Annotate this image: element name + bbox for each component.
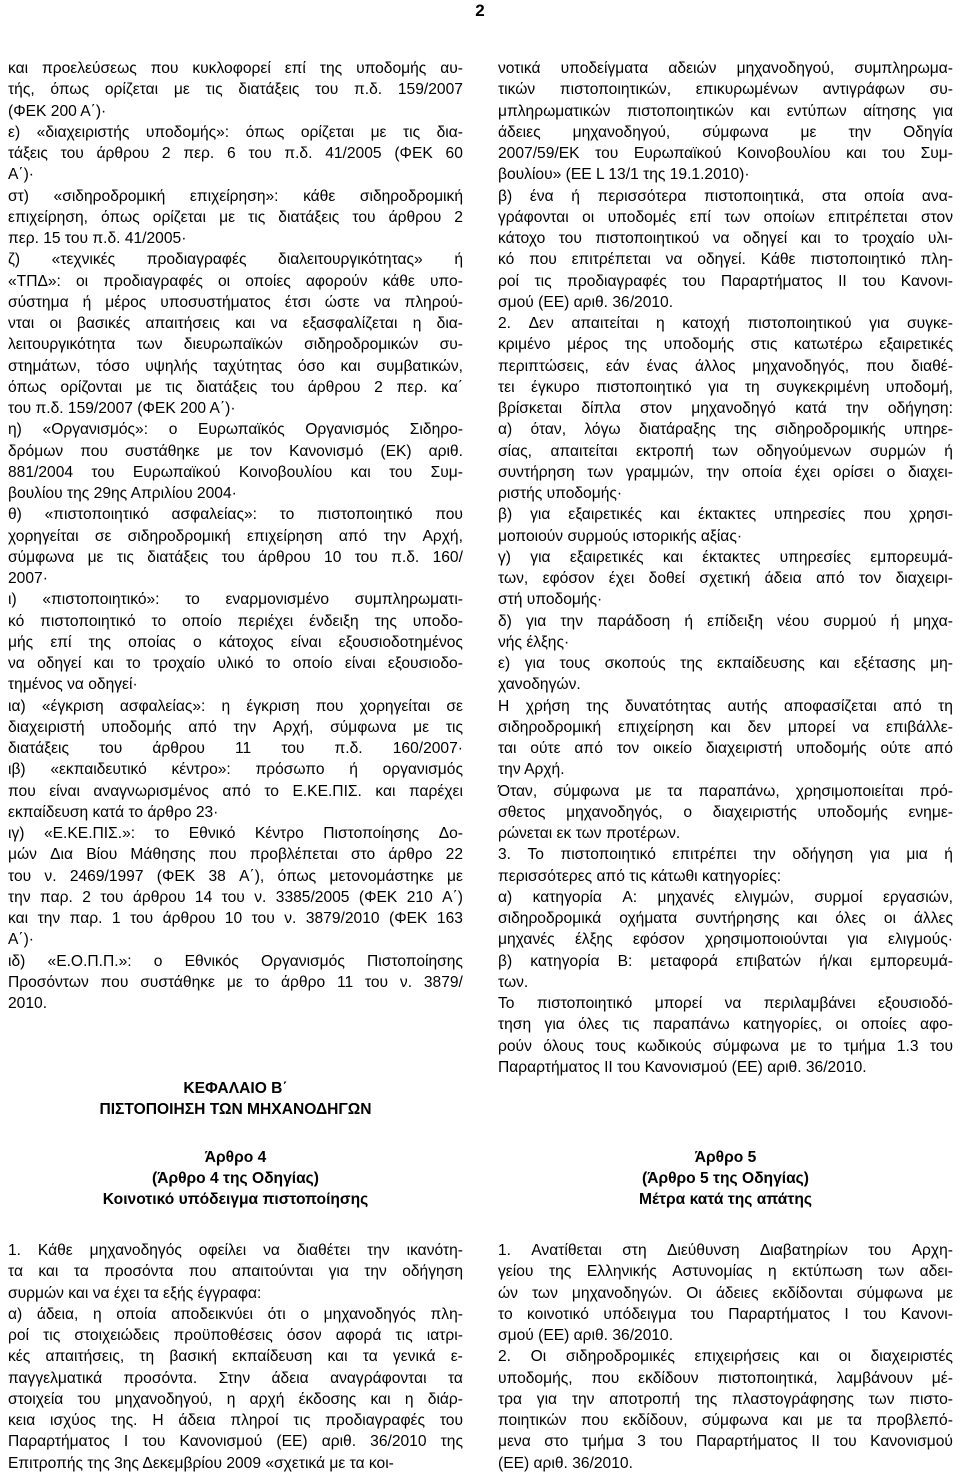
text-line: και προελεύσεως που κυκλοφορεί επί της υποδομής αυ- (8, 60, 463, 77)
text-line: εκπαίδευση κατά το άρθρο 23· (8, 803, 219, 821)
text-line: 2. Δεν απαιτείται η κατοχή πιστοποιητικού για συγκε- (498, 315, 953, 332)
text-line: κριμένο μέρος της υποδομής στις κατωτέρω εξαιρετικές (498, 336, 953, 354)
text-line: 3. Το πιστοποιητικό επιτρέπει την οδήγηση για μια ή (498, 846, 953, 864)
text-line: κεια ισχύος της. Η άδεια πληροί τις προδιαγραφές του (8, 1412, 463, 1429)
text-line: σιδηροδρομικά οχήματα συντήρησης και όλες οι άλλες (498, 910, 953, 927)
text-line: των, εφόσον έχει δοθεί σχετική άδεια από τον διαχειρι- (498, 570, 953, 587)
article-5-number: Άρθρο 5 (694, 1149, 757, 1166)
text-line: Προσόντων που συστάθηκε με το άρθρο 11 του ν. 3879/ (8, 973, 463, 991)
text-line: σμού (ΕΕ) αριθ. 36/2010. (498, 293, 674, 311)
text-line: 881/2004 του Ευρωπαϊκού Κοινοβουλίου και του Συμ- (8, 463, 463, 481)
text-line: συρμών και να έχει τα εξής έγγραφα: (8, 1284, 262, 1302)
text-line: συντήρηση των γραμμών, την οποία έχει ορίσει ο διαχει- (498, 463, 953, 481)
text-line: στ) «σιδηροδρομική επιχείρηση»: κάθε σιδηροδρομική (8, 187, 463, 205)
text-line: «ΤΠΔ»: οι προδιαγραφές οι οποίες αφορούν κάθε υπο- (8, 272, 463, 290)
text-line: Επιτροπής της 3ης Δεκεμβρίου 2009 «σχετικά με τα κοι- (8, 1454, 394, 1472)
text-line: α) κατηγορία Α: μηχανές ελιγμών, συρμοί εργασιών, (498, 888, 953, 906)
text-line: α) όταν, λόγω διατάραξης της σιδηροδρομικής υπηρε- (498, 421, 953, 439)
text-line: τα και τα προσόντα που απαιτούνται για την οδήγηση (8, 1263, 463, 1281)
text-line: ια) «έγκριση ασφαλείας»: η έγκριση που χορηγείται σε (8, 697, 463, 715)
text-line: χανοδηγών. (498, 676, 581, 694)
text-line: ι) «πιστοποιητικό»: το εναρμονισμένο συμπληρωματι- (8, 591, 463, 609)
text-line: 1. Κάθε μηχανοδηγός οφείλει να διαθέτει την ικανότη- (8, 1242, 463, 1259)
chapter-heading (8, 1078, 463, 1120)
article-4-title: Κοινοτικό υπόδειγμα πιστοποίησης (102, 1191, 369, 1208)
text-line: το κοινοτικό υπόδειγμα του Παραρτήματος Ι του Κανονι- (498, 1305, 953, 1323)
text-line: μών Δια Βίου Μάθησης που προβλέπεται στο άρθρο 22 (8, 846, 463, 864)
text-line: μπληρωματικών πιστοποιητικών και εντύπων αίτησης για (498, 102, 953, 120)
text-line: των. (498, 973, 529, 991)
text-line: κό πιστοποιητικό το οποίο περιέχει ένδειξη της υποδο- (8, 612, 463, 630)
text-line: κές απαιτήσεις, τη βασική εκπαίδευση και τα γενικά ε- (8, 1348, 463, 1366)
text-line: 2007· (8, 570, 48, 587)
right-column-bottom (498, 1240, 953, 1474)
text-line: μηχανές έλξης εφόσον χρησιμοποιούνται για ελιγμούς· (498, 931, 953, 949)
text-line: ροί τις προδιαγραφές του Παραρτήματος ΙΙ του Κανονι- (498, 272, 953, 290)
text-line: κάτοχο του πιστοποιητικού να οδηγεί και το τροχαίο υλι- (498, 230, 953, 247)
text-line: Το πιστοποιητικό μπορεί να περιλαμβάνει εξουσιοδό- (498, 995, 953, 1012)
text-line: του π.δ. 159/2007 (ΦΕΚ 200 Α΄)· (8, 400, 236, 417)
text-line: μοποιούν συρμούς ιστορικής αξίας· (498, 527, 743, 545)
text-line: μενα στο τμήμα 3 του Παραρτήματος ΙΙ του Κανονισμού (498, 1433, 953, 1451)
text-line: όπως ορίζονται με τις διατάξεις του άρθρου 2 περ. κα΄ (8, 378, 463, 396)
text-line: επιχείρηση, όπως ορίζεται με τις διατάξεις του άρθρου 2 (8, 208, 463, 226)
text-line: ε) «διαχειριστής υποδομής»: όπως ορίζεται με τις δια- (8, 123, 463, 141)
text-line: ποιητικών που εκδίδουν, σύμφωνα και με τα προβλεπό- (498, 1412, 953, 1429)
text-line: σμού (ΕΕ) αριθ. 36/2010. (498, 1327, 674, 1344)
page-number: 2 (475, 1, 485, 20)
text-line: βουλίου» (ΕΕ L 13/1 της 19.1.2010)· (498, 166, 750, 184)
text-line: ιγ) «Ε.ΚΕ.ΠΙΣ.»: το Εθνικό Κέντρο Πιστοποίησης Δο- (8, 825, 463, 842)
text-line: Παραρτήματος Ι του Κανονισμού (ΕΕ) αριθ. 36/2010 της (8, 1433, 463, 1451)
text-line: χορηγείται σε σιδηροδρομική επιχείρηση από την Αρχή, (8, 527, 463, 545)
text-line: Α΄)· (8, 931, 34, 949)
text-line: τημένος να οδηγεί· (8, 676, 138, 694)
text-line: γείου της Ελληνικής Αστυνομίας η εκτύπωση των αδει- (498, 1263, 953, 1281)
text-line: να οδηγεί και το τροχαίο υλικό το οποίο είναι εξουσιοδο- (8, 655, 463, 672)
text-line: θ) «πιστοποιητικό ασφαλείας»: το πιστοποιητικό που (8, 506, 463, 524)
text-line: τικών πιστοποιητικών, επικυρωμένων αντιγράφων συ- (498, 81, 953, 99)
text-line: τει έγκυρο πιστοποιητικό για τη συγκεκριμένη υποδομή, (498, 378, 953, 396)
text-line: σύμφωνα με τις διατάξεις του άρθρου 10 του π.δ. 160/ (8, 548, 463, 566)
text-line: (ΕΕ) αριθ. 36/2010. (498, 1454, 633, 1472)
text-line: 2010. (8, 995, 48, 1012)
text-line: την Αρχή. (498, 761, 565, 779)
text-line: στή υποδομής· (498, 591, 603, 609)
article-4-directive-ref: (Άρθρο 4 της Οδηγίας) (152, 1170, 319, 1187)
text-line: διατάξεις του άρθρου 11 του π.δ. 160/2007· (8, 740, 463, 757)
text-line: στημάτων, τόσο υψηλής ταχύτητας όσο και συμβατικών, (8, 357, 463, 375)
article-5-heading (498, 1147, 953, 1210)
text-line: σθετος μηχανοδηγός, ο διαχειριστής υποδομής ενημε- (498, 803, 953, 821)
text-line: ται ούτε από τον οικείο διαχειριστή υποδομής ούτε από (498, 740, 953, 757)
text-line: α) άδεια, η οποία αποδεικνύει ότι ο μηχανοδηγός πλη- (8, 1305, 463, 1323)
text-line: υποδομής, που εκδίδουν πιστοποιητικά, λαμβάνουν μέ- (498, 1369, 953, 1387)
text-line: του ν. 2469/1997 (ΦΕΚ 38 Α΄), όπως μετονομάστηκε με (8, 867, 463, 885)
text-line: β) κατηγορία Β: μεταφορά επιβατών ή/και εμπορευμά- (498, 952, 953, 970)
text-line: 1. Ανατίθεται στη Διεύθυνση Διαβατηρίων του Αρχη- (498, 1242, 953, 1259)
text-line: 2. Οι σιδηροδρομικές επιχειρήσεις και οι διαχειριστές (498, 1348, 953, 1366)
text-line: στοιχεία του μηχανοδηγού, η αρχή έκδοσης και η διάρ- (8, 1390, 463, 1408)
text-line: δρόμων που συστάθηκε με τον Κανονισμό (ΕΚ) αριθ. (8, 442, 463, 460)
text-line: ριστής υποδομής· (498, 485, 623, 502)
text-line: γράφονται οι υποδομές επί των οποίων επιτρέπεται στον (498, 208, 953, 226)
text-line: νής έλξης· (498, 633, 570, 651)
article-5-directive-ref: (Άρθρο 5 της Οδηγίας) (642, 1170, 809, 1187)
text-line: και την παρ. 1 του άρθρου 10 του ν. 3879/2010 (ΦΕΚ 163 (8, 910, 463, 927)
text-line: ροί τις στοιχειώδεις προϋποθέσεις όσον αφορά τις ιατρι- (8, 1327, 463, 1344)
text-line: ρούν όλους τους κωδικούς σύμφωνα με το τμήμα 1.3 του (498, 1037, 953, 1055)
text-line: ιβ) «εκπαιδευτικό κέντρο»: πρόσωπο ή οργανισμός (8, 761, 463, 779)
text-line: β) ένα ή περισσότερα πιστοποιητικά, στα οποία ανα- (498, 187, 953, 205)
text-line: γ) για εξαιρετικές και έκτακτες υπηρεσίες εμπορευμά- (498, 548, 953, 566)
text-line: περ. 15 του π.δ. 41/2005· (8, 230, 187, 247)
text-line: (ΦΕΚ 200 Α΄)· (8, 102, 107, 120)
text-line: σιδηροδρομική επιχείρηση και δεν μπορεί να επιβάλλε- (498, 718, 953, 736)
text-line: ε) για τους σκοπούς της εκπαίδευσης και εξέτασης μη- (498, 655, 953, 672)
left-column-bottom (8, 1240, 463, 1474)
chapter-title: ΠΙΣΤΟΠΟΙΗΣΗ ΤΩΝ ΜΗΧΑΝΟΔΗΓΩΝ (99, 1101, 372, 1118)
text-line: η) «Οργανισμός»: ο Ευρωπαϊκός Οργανισμός Σιδηρο- (8, 421, 463, 439)
text-line: δ) για την παράδοση ή επίδειξη νέου συρμού ή μηχα- (498, 612, 953, 630)
text-line: νται οι βασικές απαιτήσεις και να εξασφαλίζεται η δια- (8, 315, 463, 332)
text-line: βουλίου της 29ης Απριλίου 2004· (8, 485, 237, 502)
text-line: β) για εξαιρετικές και έκτακτες υπηρεσίες που χρησι- (498, 506, 953, 524)
article-5-title: Μέτρα κατά της απάτης (639, 1191, 812, 1208)
article-4-number: Άρθρο 4 (204, 1149, 267, 1166)
text-line: την παρ. 2 του άρθρου 14 του ν. 3385/2005 (ΦΕΚ 210 Α΄) (8, 888, 463, 906)
text-line: τρα για την αποτροπή της πλαστογράφησης των πιστο- (498, 1390, 953, 1408)
text-line: Α΄)· (8, 166, 34, 184)
text-line: άδειες μηχανοδηγού, σύμφωνα με την Οδηγία (498, 123, 953, 141)
text-line: σύστημα ή μέρος υποσυστήματος έτσι ώστε να πληρού- (8, 293, 463, 311)
text-line: λειτουργικότητα των διευρωπαϊκών σιδηροδρομικών συ- (8, 336, 463, 354)
text-line: τηση για όλες τις παραπάνω κατηγορίες, οι οποίες αφο- (498, 1016, 953, 1034)
text-line: νοτικά υποδείγματα αδειών μηχανοδηγού, συμπληρωμα- (498, 60, 953, 77)
text-line: ών των μηχανοδηγών. Οι άδειες εκδίδονται σύμφωνα με (498, 1284, 953, 1302)
text-line: Η χρήση της δυνατότητας αυτής αποφασίζεται από τη (498, 697, 953, 715)
text-line: περισσότερες από τις κάτωθι κατηγορίες: (498, 867, 782, 885)
text-line: παγγελματικά προσόντα. Στην άδεια αναγράφονται τα (8, 1369, 463, 1387)
text-line: 2007/59/ΕΚ του Ευρωπαϊκού Κοινοβουλίου και του Συμ- (498, 145, 953, 162)
right-column-top (498, 58, 953, 1078)
text-line: βρίσκεται δίπλα στον μηχανοδηγό κατά την οδήγηση: (498, 400, 953, 417)
text-line: κό που επιτρέπεται να οδηγεί. Κάθε πιστοποιητικό πλη- (498, 251, 953, 269)
text-line: ζ) «τεχνικές προδιαγραφές διαλειτουργικότητας» ή (8, 251, 463, 269)
text-line: ρώνεται εκ των προτέρων. (498, 825, 681, 842)
text-line: τάξεις του άρθρου 2 περ. 6 του π.δ. 41/2005 (ΦΕΚ 60 (8, 145, 463, 162)
text-line: ιδ) «Ε.Ο.Π.Π.»: ο Εθνικός Οργανισμός Πιστοποίησης (8, 952, 463, 970)
text-line: Παραρτήματος ΙΙ του Κανονισμού (ΕΕ) αριθ. 36/2010. (498, 1058, 867, 1076)
text-line: που είναι αναγνωρισμένος από το Ε.ΚΕ.ΠΙΣ. και παρέχει (8, 782, 463, 800)
left-column-top (8, 58, 463, 1014)
text-line: διαχειριστή υποδομής από την Αρχή, σύμφωνα με τις (8, 718, 463, 736)
text-line: τής, όπως ορίζεται με τις διατάξεις του π.δ. 159/2007 (8, 81, 463, 99)
text-line: σίας, απαιτείται εκτροπή των οδηγούμενων συρμών ή (498, 442, 953, 460)
chapter-number: ΚΕΦΑΛΑΙΟ Β΄ (183, 1080, 288, 1097)
article-4-heading (8, 1147, 463, 1210)
text-line: περιπτώσεις, εάν ένας άλλος μηχανοδηγός, που διαθέ- (498, 357, 953, 375)
text-line: Όταν, σύμφωνα με τα παραπάνω, χρησιμοποιείται πρό- (498, 782, 953, 800)
text-line: μής επί της οποίας ο κάτοχος είναι εξουσιοδοτημένος (8, 633, 463, 651)
